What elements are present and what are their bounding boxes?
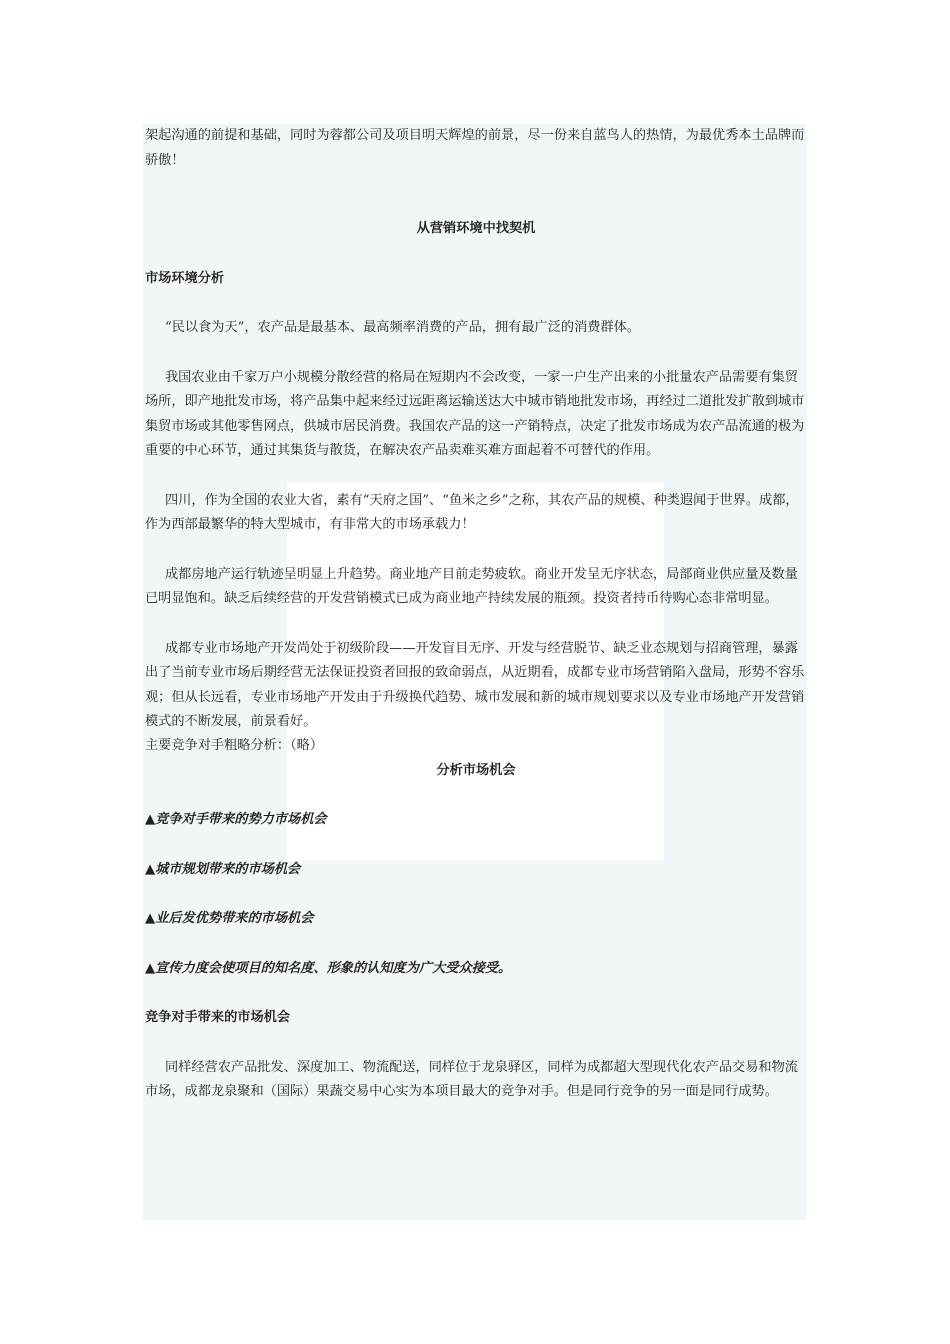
competitor-note: 主要竞争对手粗略分析：（略） bbox=[145, 737, 324, 753]
paragraph-professional-market: 成都专业市场地产开发尚处于初级阶段——开发盲目无序、开发与经营脱节、缺乏业态规划与招商管理，暴露出了当前专业市场后期经营无法保证投资者回报的致命弱点，从近期看，成都专业市场营销陷入盘局，形势不容乐观；但从长远看，专业市场地产开发由于升级换代趋势、城市发展和新的城市规划要求以及专业市场地产开发营销模式的不断发展，前景看好。 bbox=[145, 640, 805, 729]
subsection-title-market-environment: 市场环境分析 bbox=[145, 270, 225, 286]
paragraph-agriculture-structure: 我国农业由千家万户小规模分散经营的格局在短期内不会改变，一家一户生产出来的小批量农产品需要有集贸场所，即产地批发市场，将产品集中起来经过远距离运输送达大中城市销地批发市场，再经过二道批发扩散到城市集贸市场或其他零售网点，供城市居民消费。我国农产品的这一产销特点，决定了批发市场成为农产品流通的极为重要的中心环节，通过其集货与散货，在解决农产品卖难买难方面起着不可替代的作用。 bbox=[145, 369, 805, 458]
paragraph-chengdu-real-estate: 成都房地产运行轨迹呈明显上升趋势。商业地产目前走势疲软。商业开发呈无序状态，局部商业供应量及数量已明显饱和。缺乏后续经营的开发营销模式已成为商业地产持续发展的瓶颈。投资者持币待购心态非常明显。 bbox=[145, 566, 798, 606]
section-title-marketing-environment: 从营销环境中找契机 bbox=[416, 221, 536, 236]
subsection-title-competitor-opportunity: 竞争对手带来的市场机会 bbox=[145, 1010, 291, 1025]
bullet-item: ▲业后发优势带来的市场机会 bbox=[145, 911, 314, 926]
intro-paragraph: 架起沟通的前提和基础，同时为蓉都公司及项目明天辉煌的前景，尽一份来自蓝鸟人的热情，为最优秀本土品牌而骄傲！ bbox=[145, 128, 805, 168]
paragraph-sichuan: 四川，作为全国的农业大省，素有“天府之国”、“鱼米之乡”之称，其农产品的规模、种类遐闻于世界。成都，作为西部最繁华的特大型城市，有非常大的市场承载力！ bbox=[145, 492, 799, 532]
document-body bbox=[145, 124, 807, 1105]
section-title-market-opportunity: 分析市场机会 bbox=[436, 762, 516, 778]
paragraph-food-as-heaven: “民以食为天”，农产品是最基本、最高频率消费的产品，拥有最广泛的消费群体。 bbox=[165, 320, 641, 335]
bullet-item: ▲宣传力度会使项目的知名度、形象的认知度为广大受众接受。 bbox=[145, 960, 512, 976]
bullet-item: ▲城市规划带来的市场机会 bbox=[145, 861, 301, 877]
bullet-item: ▲竞争对手带来的势力市场机会 bbox=[145, 812, 327, 827]
paragraph-competitor-analysis: 同样经营农产品批发、深度加工、物流配送，同样位于龙泉驿区，同样为成都超大型现代化农产品交易和物流市场，成都龙泉聚和（国际）果蔬交易中心实为本项目最大的竞争对手。但是同行竞争的另一面是同行成势。 bbox=[145, 1059, 798, 1099]
